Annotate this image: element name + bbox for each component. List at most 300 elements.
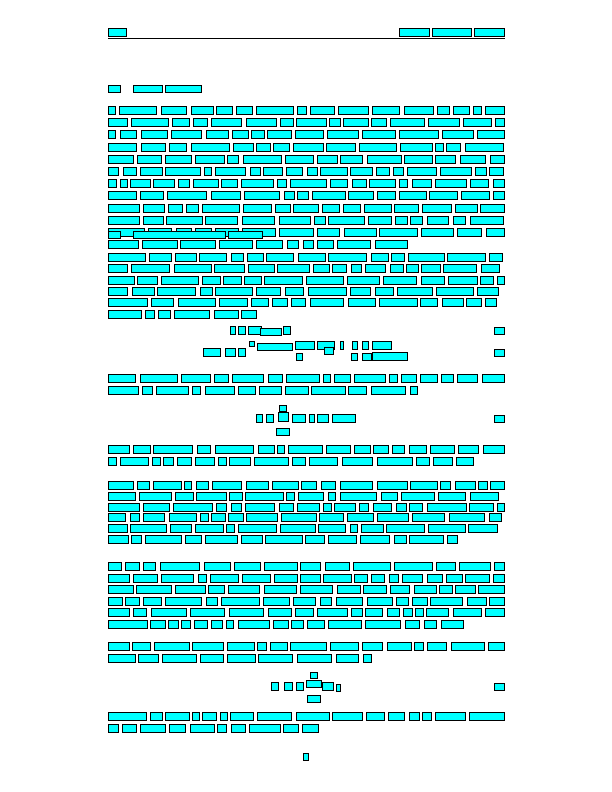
paragraph-8-word-redaction (217, 724, 227, 733)
equation-redaction (279, 405, 287, 412)
paragraph-3-word-redaction (482, 374, 505, 383)
paragraph-6-word-redaction (108, 574, 130, 583)
paragraph-1-word-redaction (108, 106, 116, 115)
paragraph-1-word-redaction (165, 167, 201, 176)
paragraph-5-word-redaction (169, 513, 197, 522)
paragraph-1-word-redaction (108, 204, 140, 213)
paragraph-1-word-redaction (435, 143, 444, 152)
paragraph-1-word-redaction (470, 179, 489, 188)
paragraph-7-word-redaction (227, 642, 255, 651)
paragraph-2-word-redaction (244, 276, 262, 285)
paragraph-2-word-redaction (219, 298, 248, 307)
paragraph-8-word-redaction (388, 712, 405, 721)
paragraph-6-word-redaction (325, 562, 350, 571)
paragraph-1-word-redaction (390, 118, 425, 127)
paragraph-1-word-redaction (421, 228, 454, 237)
paragraph-1-word-redaction (275, 204, 291, 213)
paragraph-1-word-redaction (119, 106, 157, 115)
paragraph-4-word-redaction (409, 445, 427, 454)
paragraph-1-word-redaction (143, 204, 165, 213)
paragraph-1-word-redaction (244, 191, 280, 200)
paragraph-4-word-redaction (354, 445, 371, 454)
paragraph-7-word-redaction (362, 642, 383, 651)
paragraph-4-word-redaction (292, 457, 306, 466)
paragraph-1-word-redaction (195, 155, 225, 164)
paragraph-8-word-redaction (332, 712, 363, 721)
paragraph-1-word-redaction (172, 118, 190, 127)
paragraph-5-word-redaction (469, 503, 494, 512)
paragraph-2-word-redaction (174, 264, 212, 273)
paragraph-5-word-redaction (246, 481, 269, 490)
paragraph-6-word-redaction (190, 608, 225, 617)
paragraph-6-word-redaction (210, 574, 239, 583)
paragraph-1-word-redaction (193, 118, 208, 127)
paragraph-1-word-redaction (165, 155, 192, 164)
paragraph-3-word-redaction (286, 374, 320, 383)
equation-redaction (295, 341, 315, 350)
paragraph-2-word-redaction (145, 310, 155, 319)
paragraph-1-word-redaction (108, 130, 116, 139)
paragraph-3-word-redaction (108, 374, 136, 383)
paragraph-6-word-redaction (300, 562, 321, 571)
paragraph-1-word-redaction (178, 179, 190, 188)
paragraph-1-word-redaction (477, 130, 505, 139)
paragraph-6-word-redaction (300, 585, 333, 594)
paragraph-1-word-redaction (404, 155, 433, 164)
paragraph-2-word-redaction (328, 253, 367, 262)
paragraph-5-word-redaction (231, 503, 242, 512)
paragraph-3-word-redaction (232, 374, 264, 383)
paragraph-1-word-redaction (446, 143, 461, 152)
paragraph-2-word-redaction (137, 276, 158, 285)
paragraph-1-word-redaction (399, 191, 427, 200)
paragraph-1-word-redaction (280, 118, 294, 127)
paragraph-5-word-redaction (328, 492, 336, 501)
paragraph-2-word-redaction (200, 287, 213, 296)
paragraph-1-word-redaction (284, 191, 295, 200)
paragraph-2-word-redaction (157, 287, 196, 296)
paragraph-5-word-redaction (238, 524, 277, 533)
paragraph-1-word-redaction (108, 143, 137, 152)
paragraph-3-word-redaction (420, 374, 438, 383)
paragraph-1-word-redaction (279, 228, 314, 237)
paragraph-6-word-redaction (150, 620, 166, 629)
paragraph-1-word-redaction (108, 155, 134, 164)
paragraph-2-word-redaction (485, 298, 497, 307)
header-left-redaction (108, 28, 127, 37)
paragraph-5-word-redaction (396, 503, 407, 512)
paragraph-6-word-redaction (353, 562, 391, 571)
paragraph-2-word-redaction (421, 276, 445, 285)
paragraph-2-word-redaction (277, 264, 310, 273)
paragraph-1-word-redaction (312, 191, 346, 200)
paragraph-5-word-redaction (410, 481, 438, 490)
paragraph-5-word-redaction (350, 524, 358, 533)
paragraph-8-word-redaction (150, 712, 163, 721)
equation-redaction (306, 680, 322, 688)
paragraph-8-word-redaction (108, 712, 147, 721)
paragraph-5-word-redaction (412, 513, 445, 522)
paragraph-2-word-redaction (489, 253, 503, 262)
paragraph-1-word-redaction (317, 155, 338, 164)
paragraph-1-word-redaction (490, 155, 505, 164)
paragraph-6-word-redaction (402, 574, 423, 583)
paragraph-4-word-redaction (288, 445, 323, 454)
paragraph-6-word-redaction (337, 585, 361, 594)
paragraph-4-word-redaction (215, 445, 254, 454)
paragraph-6-word-redaction (274, 574, 298, 583)
paragraph-6-word-redaction (389, 574, 399, 583)
paragraph-5-word-redaction (497, 503, 505, 512)
paragraph-6-word-redaction (426, 608, 449, 617)
paragraph-5-word-redaction (173, 503, 213, 512)
paragraph-6-word-redaction (161, 574, 194, 583)
paragraph-6-word-redaction (108, 597, 123, 606)
paragraph-1-word-redaction (191, 106, 214, 115)
paragraph-7-word-redaction (162, 654, 197, 663)
section-heading-redaction (133, 85, 163, 93)
paragraph-5-word-redaction (200, 513, 209, 522)
paragraph-4-word-redaction (197, 445, 211, 454)
paragraph-2-word-redaction (351, 264, 362, 273)
paragraph-1-word-redaction (243, 155, 282, 164)
equation-redaction (276, 428, 290, 436)
paragraph-2-word-redaction (223, 276, 242, 285)
paragraph-8-word-redaction (230, 712, 254, 721)
paragraph-4-word-redaction (277, 445, 285, 454)
paragraph-1-word-redaction (322, 204, 340, 213)
paragraph-6-word-redaction (485, 608, 505, 617)
paragraph-4-word-redaction (254, 457, 289, 466)
paragraph-1-word-redaction (120, 179, 128, 188)
paragraph-1-word-redaction (286, 167, 303, 176)
paragraph-5-word-redaction (265, 535, 303, 544)
paragraph-1-word-redaction (297, 106, 307, 115)
paragraph-2-word-redaction (481, 264, 500, 273)
paragraph-1-word-redaction (180, 240, 216, 249)
paragraph-6-word-redaction (160, 562, 200, 571)
paragraph-6-word-redaction (446, 574, 463, 583)
paragraph-7-word-redaction (108, 654, 136, 663)
paragraph-4-word-redaction (108, 445, 130, 454)
paragraph-6-word-redaction (143, 562, 156, 571)
paragraph-2-word-redaction (241, 310, 257, 319)
paragraph-7-word-redaction (414, 642, 424, 651)
paragraph-5-word-redaction (185, 535, 202, 544)
paragraph-5-word-redaction (131, 535, 142, 544)
paragraph-8-word-redaction (422, 712, 432, 721)
paragraph-6-word-redaction (198, 574, 207, 583)
paragraph-1-word-redaction (410, 216, 423, 225)
paragraph-5-word-redaction (490, 481, 505, 490)
paragraph-5-word-redaction (489, 513, 502, 522)
paragraph-3-word-redaction (205, 386, 235, 395)
paragraph-1-word-redaction (437, 106, 450, 115)
paragraph-4-word-redaction (433, 457, 453, 466)
paragraph-6-word-redaction (363, 585, 387, 594)
paragraph-4-word-redaction (108, 457, 117, 466)
paragraph-1-word-redaction (143, 216, 164, 225)
paragraph-2-word-redaction (390, 264, 404, 273)
paragraph-1-word-redaction (297, 191, 309, 200)
paragraph-6-word-redaction (295, 608, 314, 617)
paragraph-2-word-redaction (149, 253, 172, 262)
paragraph-5-word-redaction (318, 524, 346, 533)
paragraph-1-word-redaction (375, 240, 408, 249)
paragraph-1-word-redaction (227, 155, 239, 164)
paragraph-1-word-redaction (166, 216, 203, 225)
paragraph-5-word-redaction (377, 513, 409, 522)
paragraph-5-word-redaction (143, 513, 165, 522)
paragraph-1-word-redaction (267, 130, 292, 139)
header-right-redaction (474, 28, 505, 37)
paragraph-1-word-redaction (120, 130, 137, 139)
paragraph-1-word-redaction (216, 106, 233, 115)
paragraph-5-word-redaction (470, 492, 499, 501)
paragraph-1-word-redaction (457, 228, 482, 237)
section-heading-redaction (133, 231, 226, 239)
paragraph-2-word-redaction (161, 276, 199, 285)
paragraph-1-word-redaction (169, 143, 187, 152)
paragraph-1-word-redaction (202, 204, 240, 213)
paragraph-6-word-redaction (133, 608, 147, 617)
paragraph-1-word-redaction (142, 240, 178, 249)
paragraph-1-word-redaction (359, 143, 397, 152)
equation-redaction (257, 343, 293, 351)
paragraph-5-word-redaction (108, 535, 129, 544)
paragraph-5-word-redaction (386, 524, 425, 533)
paragraph-5-word-redaction (468, 524, 498, 533)
paragraph-1-word-redaction (141, 143, 166, 152)
paragraph-2-word-redaction (272, 298, 288, 307)
paragraph-2-word-redaction (497, 276, 505, 285)
equation-redaction (296, 682, 304, 691)
paragraph-8-word-redaction (435, 712, 466, 721)
equation-number-redaction (494, 349, 505, 357)
paragraph-1-word-redaction (326, 143, 356, 152)
paragraph-5-word-redaction (328, 535, 357, 544)
paragraph-1-word-redaction (352, 179, 367, 188)
paragraph-3-word-redaction (457, 374, 478, 383)
paragraph-1-word-redaction (377, 191, 396, 200)
paragraph-1-word-redaction (293, 204, 319, 213)
paragraph-2-word-redaction (408, 253, 445, 262)
paragraph-4-word-redaction (456, 457, 474, 466)
paragraph-2-word-redaction (391, 253, 405, 262)
paragraph-6-word-redaction (390, 585, 410, 594)
paragraph-5-word-redaction (319, 513, 344, 522)
paragraph-1-word-redaction (250, 167, 261, 176)
paragraph-1-word-redaction (279, 216, 311, 225)
paragraph-1-word-redaction (435, 179, 467, 188)
paragraph-1-word-redaction (256, 106, 294, 115)
paragraph-6-word-redaction (291, 620, 304, 629)
paragraph-5-word-redaction (205, 535, 238, 544)
paragraph-5-word-redaction (216, 503, 227, 512)
equation-redaction (238, 326, 246, 335)
paragraph-3-word-redaction (259, 386, 282, 395)
paragraph-5-word-redaction (377, 481, 408, 490)
paragraph-3-word-redaction (108, 386, 139, 395)
paragraph-5-word-redaction (145, 535, 182, 544)
paragraph-1-word-redaction (393, 167, 404, 176)
paragraph-1-word-redaction (338, 106, 369, 115)
paragraph-5-word-redaction (427, 503, 467, 512)
paragraph-8-word-redaction (108, 724, 119, 733)
paragraph-5-word-redaction (401, 492, 435, 501)
paragraph-1-word-redaction (340, 155, 363, 164)
paragraph-6-word-redaction (494, 562, 505, 571)
section-number-redaction (108, 231, 121, 239)
paragraph-1-word-redaction (350, 167, 373, 176)
paragraph-5-word-redaction (301, 481, 317, 490)
paragraph-1-word-redaction (362, 130, 396, 139)
paragraph-5-word-redaction (246, 513, 278, 522)
paragraph-4-word-redaction (373, 445, 389, 454)
paragraph-2-word-redaction (306, 276, 344, 285)
paragraph-4-word-redaction (416, 457, 430, 466)
paragraph-8-word-redaction (366, 712, 385, 721)
paragraph-1-word-redaction (303, 240, 314, 249)
paragraph-1-word-redaction (108, 191, 137, 200)
paragraph-1-word-redaction (108, 118, 128, 127)
equation-redaction (238, 348, 246, 357)
paragraph-5-word-redaction (340, 492, 377, 501)
paragraph-1-word-redaction (399, 179, 408, 188)
paragraph-3-word-redaction (214, 374, 229, 383)
paragraph-1-word-redaction (480, 204, 505, 213)
paragraph-1-word-redaction (344, 228, 377, 237)
paragraph-3-word-redaction (140, 374, 178, 383)
paragraph-1-word-redaction (463, 118, 492, 127)
paragraph-4-word-redaction (458, 445, 479, 454)
paragraph-6-word-redaction (175, 585, 206, 594)
paragraph-3-word-redaction (192, 386, 201, 395)
paragraph-1-word-redaction (108, 240, 139, 249)
paragraph-1-word-redaction (337, 240, 371, 249)
paragraph-2-word-redaction (421, 264, 441, 273)
paragraph-7-word-redaction (488, 642, 505, 651)
paragraph-6-word-redaction (351, 608, 363, 617)
paragraph-2-word-redaction (231, 253, 244, 262)
paragraph-7-word-redaction (154, 642, 190, 651)
paragraph-8-word-redaction (302, 724, 319, 733)
paragraph-2-word-redaction (379, 298, 418, 307)
paragraph-5-word-redaction (108, 503, 140, 512)
paragraph-1-word-redaction (376, 167, 390, 176)
paragraph-1-word-redaction (465, 143, 504, 152)
paragraph-5-word-redaction (394, 535, 407, 544)
paragraph-2-word-redaction (397, 287, 433, 296)
paragraph-5-word-redaction (347, 513, 374, 522)
paragraph-6-word-redaction (415, 608, 424, 617)
paragraph-1-word-redaction (211, 118, 242, 127)
header-right-redaction (432, 28, 472, 37)
paragraph-6-word-redaction (136, 585, 172, 594)
paragraph-6-word-redaction (293, 597, 316, 606)
paragraph-7-word-redaction (363, 654, 372, 663)
paragraph-1-word-redaction (153, 179, 175, 188)
paragraph-1-word-redaction (486, 228, 505, 237)
paragraph-7-word-redaction (451, 642, 485, 651)
paragraph-5-word-redaction (212, 481, 242, 490)
paragraph-7-word-redaction (257, 642, 267, 651)
paragraph-1-word-redaction (399, 130, 439, 139)
paragraph-6-word-redaction (211, 620, 223, 629)
paragraph-6-word-redaction (204, 562, 231, 571)
paragraph-6-word-redaction (427, 574, 443, 583)
paragraph-6-word-redaction (300, 574, 321, 583)
equation-redaction (260, 328, 282, 336)
paragraph-1-word-redaction (236, 106, 253, 115)
paragraph-5-word-redaction (359, 503, 369, 512)
paragraph-1-word-redaction (422, 204, 452, 213)
header-rule (108, 38, 505, 39)
paragraph-1-word-redaction (453, 216, 466, 225)
paragraph-5-word-redaction (438, 492, 466, 501)
paragraph-1-word-redaction (369, 179, 396, 188)
paragraph-1-word-redaction (108, 216, 140, 225)
equation-redaction (362, 341, 369, 350)
paragraph-2-word-redaction (348, 298, 376, 307)
section-heading-redaction (165, 85, 202, 93)
paragraph-8-word-redaction (249, 724, 281, 733)
paragraph-1-word-redaction (320, 167, 348, 176)
paragraph-1-word-redaction (328, 216, 365, 225)
paragraph-6-word-redaction (365, 608, 383, 617)
paragraph-1-word-redaction (473, 106, 482, 115)
paragraph-6-word-redaction (478, 585, 505, 594)
paragraph-5-word-redaction (130, 513, 140, 522)
paragraph-1-word-redaction (470, 216, 504, 225)
paragraph-8-word-redaction (122, 724, 137, 733)
paragraph-1-word-redaction (215, 167, 246, 176)
paragraph-8-word-redaction (296, 712, 330, 721)
paragraph-1-word-redaction (493, 179, 505, 188)
paragraph-6-word-redaction (436, 562, 456, 571)
paragraph-2-word-redaction (383, 276, 417, 285)
paragraph-8-word-redaction (257, 712, 292, 721)
paragraph-6-word-redaction (354, 574, 368, 583)
paragraph-6-word-redaction (238, 620, 270, 629)
paragraph-1-word-redaction (368, 216, 392, 225)
equation-redaction (296, 353, 303, 361)
paragraph-8-word-redaction (409, 712, 420, 721)
paragraph-2-word-redaction (477, 287, 499, 296)
paragraph-5-word-redaction (281, 513, 317, 522)
paragraph-2-word-redaction (247, 253, 264, 262)
paragraph-6-word-redaction (465, 574, 490, 583)
paragraph-5-word-redaction (108, 481, 134, 490)
paragraph-6-word-redaction (307, 620, 325, 629)
paragraph-1-word-redaction (140, 191, 164, 200)
paragraph-5-word-redaction (428, 524, 466, 533)
paragraph-1-word-redaction (233, 143, 254, 152)
paragraph-2-word-redaction (308, 287, 347, 296)
paragraph-8-word-redaction (469, 712, 505, 721)
paragraph-5-word-redaction (130, 524, 167, 533)
paragraph-1-word-redaction (404, 106, 434, 115)
paragraph-6-word-redaction (168, 620, 179, 629)
paragraph-2-word-redaction (310, 298, 344, 307)
paragraph-1-word-redaction (317, 228, 340, 237)
paragraph-3-word-redaction (323, 374, 331, 383)
paragraph-1-word-redaction (141, 130, 168, 139)
paragraph-6-word-redaction (396, 597, 409, 606)
paragraph-7-word-redaction (336, 654, 359, 663)
paragraph-6-word-redaction (455, 585, 476, 594)
paragraph-1-word-redaction (314, 216, 326, 225)
